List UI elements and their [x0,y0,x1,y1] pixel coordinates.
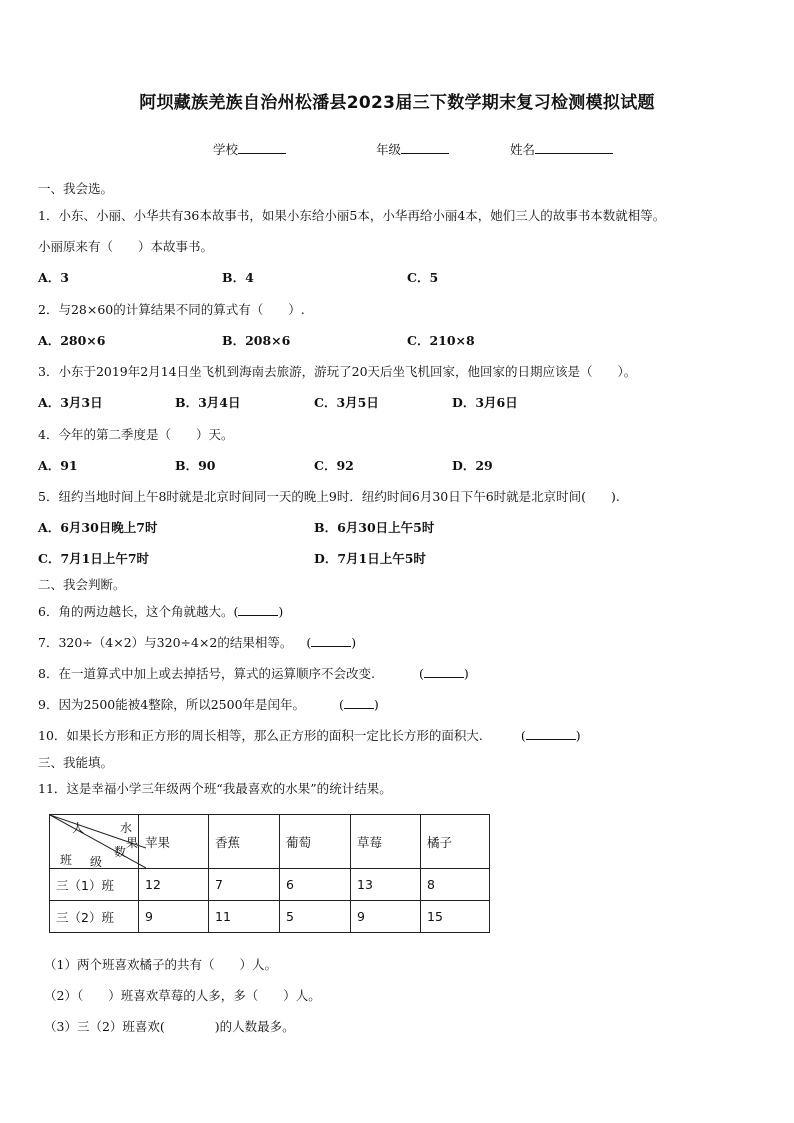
q3-option-d[interactable]: D．3月6日 [452,395,518,410]
question-11-part-1: （1）两个班喜欢橘子的共有（ ）人。 [44,957,277,972]
section-heading-fill: 三、我能填。 [38,755,114,770]
table-cell: 15 [421,901,490,933]
question-7 [38,635,356,651]
q4-option-c[interactable]: C．92 [314,458,354,473]
q2-option-b[interactable]: B．208×6 [222,333,291,348]
question-10 [38,728,581,744]
q5-option-a[interactable]: A．6月30日晚上7时 [38,520,158,535]
q9-answer-box[interactable]: ( ) [339,697,379,712]
class-label: 三（2）班 [50,901,139,933]
q3-option-c[interactable]: C．3月5日 [314,395,379,410]
header-fruit-apple: 苹果 [139,815,209,869]
question-8 [38,666,469,682]
table-cell: 12 [139,869,209,901]
diag-label-ji: 级 [90,855,103,869]
q2-option-a[interactable]: A．280×6 [38,333,106,348]
table-cell: 9 [139,901,209,933]
question-6 [38,604,283,620]
q1-option-c[interactable]: C．5 [407,270,439,285]
question-3: 3．小东于2019年2月14日坐飞机到海南去旅游，游玩了20天后坐飞机回家，他回家的日期应该是（ ）。 [38,364,637,379]
q1-option-a[interactable]: A．3 [38,270,69,285]
question-1-line1: 1．小东、小丽、小华共有36本故事书，如果小东给小丽5本，小华再给小丽4本，她们三人的故事书本数就相等。 [38,208,666,223]
table-cell: 9 [351,901,421,933]
grade-blank[interactable] [401,141,449,154]
table-cell: 7 [209,869,280,901]
grade-label: 年级 [376,142,402,157]
q3-option-a[interactable]: A．3月3日 [38,395,103,410]
question-11: 11．这是幸福小学三年级两个班“我最喜欢的水果”的统计结果。 [38,781,392,796]
page-title: 阿坝藏族羌族自治州松潘县2023届三下数学期末复习检测模拟试题 [139,93,655,113]
section-heading-choose: 一、我会选。 [38,181,114,196]
diag-label-guo: 果 [126,836,139,850]
question-10-text: 10．如果长方形和正方形的周长相等，那么正方形的面积一定比长方形的面积大. [38,728,483,743]
question-7-text: 7．320÷（4×2）与320÷4×2的结果相等。 [38,635,293,650]
section-heading-judge: 二、我会判断。 [38,577,126,592]
name-field [510,140,613,158]
school-field [213,140,286,158]
question-9 [38,697,379,713]
table-cell: 5 [280,901,351,933]
table-row [50,901,490,933]
q5-option-b[interactable]: B．6月30日上午5时 [314,520,435,535]
question-2: 2．与28×60的计算结果不同的算式有（ ）. [38,302,305,317]
question-11-part-2: （2）（ ）班喜欢草莓的人多，多（ ）人。 [44,988,321,1003]
table-cell: 11 [209,901,280,933]
q8-answer-box[interactable]: ( ) [418,666,469,681]
q6-answer-box[interactable]: ( ) [233,604,284,619]
header-fruit-grape: 葡萄 [280,815,351,869]
q1-option-b[interactable]: B．4 [222,270,254,285]
q7-answer-box[interactable]: ( ) [306,635,357,650]
question-8-text: 8．在一道算式中加上或去掉括号，算式的运算顺序不会改变. [38,666,375,681]
question-1-line2: 小丽原来有（ ）本故事书。 [38,239,214,254]
table-header-row [50,815,490,869]
name-blank[interactable] [535,141,613,154]
header-fruit-orange: 橘子 [421,815,490,869]
q4-option-b[interactable]: B．90 [175,458,216,473]
q5-option-d[interactable]: D．7月1日上午5时 [314,551,426,566]
header-fruit-strawberry: 草莓 [351,815,421,869]
diag-label-shu: 数 [114,845,127,859]
question-4: 4．今年的第二季度是（ ）天。 [38,427,234,442]
table-cell: 8 [421,869,490,901]
q2-option-c[interactable]: C．210×8 [407,333,475,348]
table-cell: 13 [351,869,421,901]
school-label: 学校 [213,142,239,157]
question-9-text: 9．因为2500能被4整除，所以2500年是闰年。 [38,697,306,712]
diag-label-ren: 人 [72,821,85,835]
fruit-stats-table [49,814,490,933]
diag-label-shui: 水 [120,821,133,835]
question-6-text: 6．角的两边越长，这个角就越大。 [38,604,234,619]
q4-option-d[interactable]: D．29 [452,458,493,473]
grade-field [376,140,449,158]
table-cell: 6 [280,869,351,901]
question-5: 5．纽约当地时间上午8时就是北京时间同一天的晚上9时．纽约时间6月30日下午6时就是北京时间( ). [38,489,620,504]
q4-option-a[interactable]: A．91 [38,458,78,473]
school-blank[interactable] [238,141,286,154]
diag-label-ban: 班 [60,853,73,867]
q5-option-c[interactable]: C．7月1日上午7时 [38,551,150,566]
q3-option-b[interactable]: B．3月4日 [175,395,241,410]
class-label: 三（1）班 [50,869,139,901]
question-11-part-3: （3）三（2）班喜欢( )的人数最多。 [44,1019,295,1034]
header-fruit-banana: 香蕉 [209,815,280,869]
diagonal-header-cell [50,815,139,869]
table-row [50,869,490,901]
name-label: 姓名 [510,142,536,157]
q10-answer-box[interactable]: ( ) [520,728,581,743]
